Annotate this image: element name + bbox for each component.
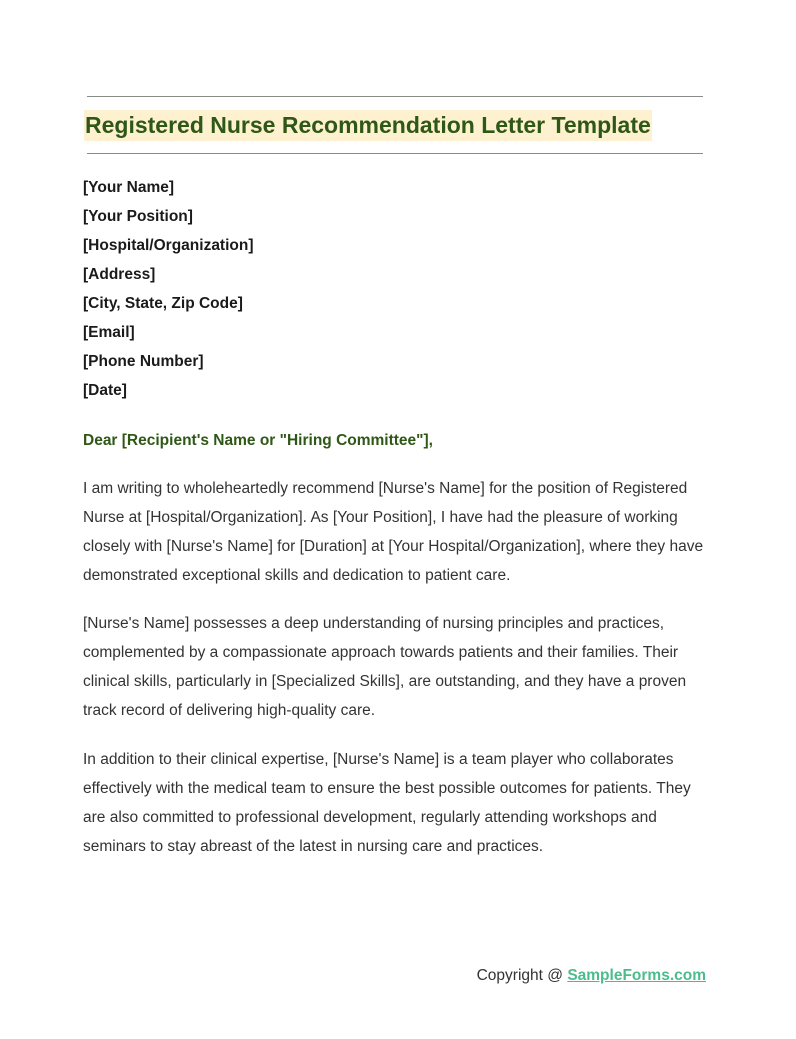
title-bottom-divider [87, 153, 703, 154]
body-paragraph-1: I am writing to wholeheartedly recommend [Nurse's Name] for the position of Registered Nurse at [Hospital/Organization]. As [Your Position], I have had the pleasure of working closely with [Nurse's Name] for [Duration] at [Your Hospital/Organization], where they have demonstrated exceptional skills and dedication to patient care. [83, 480, 704, 584]
salutation: Dear [Recipient's Name or "Hiring Committee"], [83, 432, 433, 449]
letter-date: [Date] [83, 382, 127, 399]
copyright-footer [477, 963, 706, 989]
sender-email: [Email] [83, 324, 135, 341]
sender-city-state-zip: [City, State, Zip Code] [83, 295, 243, 312]
sender-address: [Address] [83, 266, 156, 283]
title-top-divider [87, 96, 703, 97]
sampleforms-link[interactable]: SampleForms.com [567, 967, 706, 984]
sender-address-block [83, 173, 713, 405]
sender-position: [Your Position] [83, 208, 193, 225]
sender-phone: [Phone Number] [83, 353, 204, 370]
copyright-label: Copyright @ [476, 967, 563, 984]
sender-organization: [Hospital/Organization] [83, 237, 254, 254]
body-paragraph-3: In addition to their clinical expertise, [Nurse's Name] is a team player who collaborates effectively with the medical team to ensure the best possible outcomes for patients. They are also committed to professional development, regularly attending workshops and seminars to stay abreast of the latest in nursing care and practices. [83, 751, 691, 855]
document-title: Registered Nurse Recommendation Letter Template [84, 110, 652, 141]
sender-name: [Your Name] [83, 179, 175, 196]
body-paragraph-2: [Nurse's Name] possesses a deep understanding of nursing principles and practices, complemented by a compassionate approach towards patients and their families. Their clinical skills, particularly in [Specialized Skills], are outstanding, and they have a proven track record of delivering high-quality care. [83, 615, 687, 719]
title-block [84, 110, 706, 141]
